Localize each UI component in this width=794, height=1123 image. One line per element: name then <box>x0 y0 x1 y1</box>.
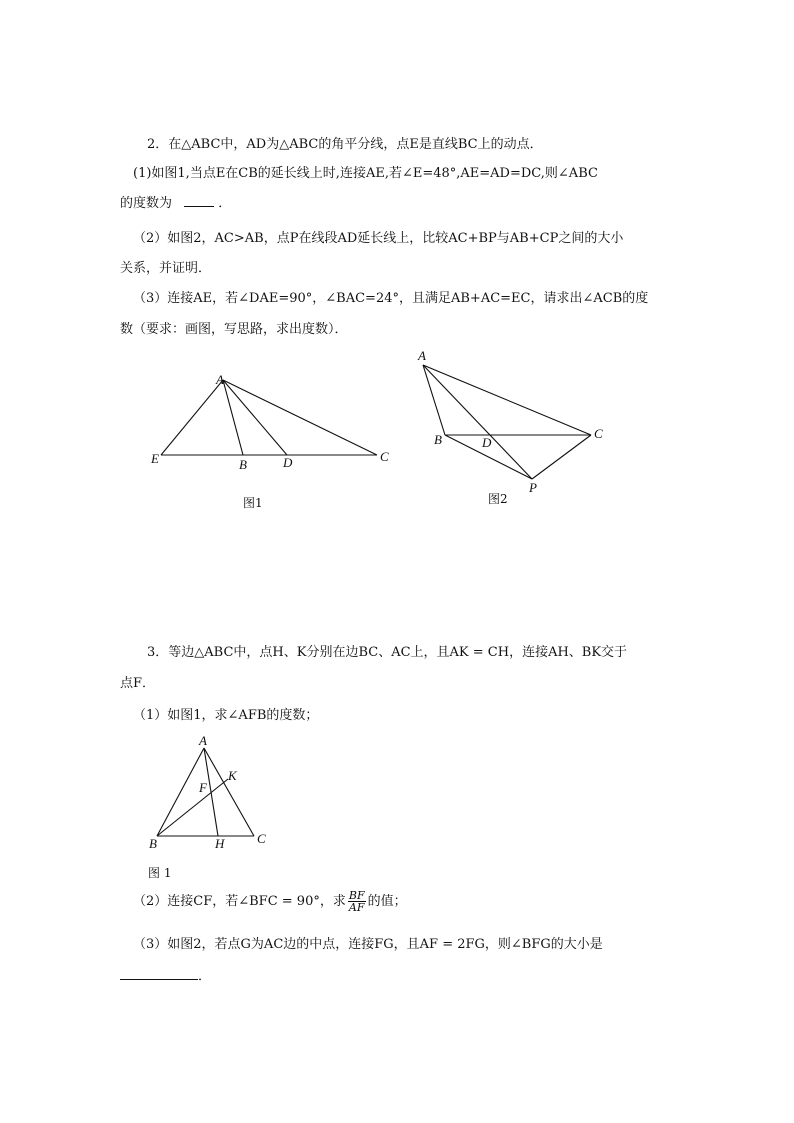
segment-AB <box>423 365 445 435</box>
p2-figure-1 <box>140 365 400 480</box>
p3-stem-line2: 点F． <box>120 676 156 691</box>
p3-q3-line2 <box>120 968 211 985</box>
label-C: C <box>594 426 603 441</box>
p2-figure-2 <box>408 345 618 495</box>
segment-AC <box>423 365 591 435</box>
label-B: B <box>434 432 442 447</box>
p2-q2-line1: （2）如图2，AC>AB，点P在线段AD延长线上，比较AC+BP与AB+CP之间的大小 <box>133 231 624 246</box>
p3-q2 <box>133 890 407 913</box>
label-D: D <box>482 435 492 450</box>
label-K: K <box>228 768 237 783</box>
segment-CP <box>532 435 591 479</box>
label-C: C <box>380 449 389 464</box>
p3-q3-end: ． <box>198 969 212 984</box>
p3-q2-fraction <box>348 890 366 913</box>
p3-q2-text: （2）连接CF，若∠BFC = 90°，求 <box>133 894 346 909</box>
p2-figure-2-caption: 图2 <box>488 492 508 506</box>
label-F: F <box>199 780 207 795</box>
label-B: B <box>239 457 247 472</box>
p3-q2-tail: 的值； <box>367 894 407 909</box>
segment-AP <box>423 365 532 479</box>
p2-q2-line2: 关系，并证明． <box>120 261 212 276</box>
p3-stem-line1: 3．等边△ABC中，点H、K分别在边BC、AC上，且AK = CH，连接AH、BK交于 <box>147 645 628 660</box>
p2-stem: 2．在△ABC中，AD为△ABC的角平分线，点E是直线BC上的动点． <box>147 137 543 152</box>
segment-AB <box>157 748 204 836</box>
fraction-denominator: AF <box>348 901 365 914</box>
p2-q3-line2: 数（要求：画图，写思路，求出度数）． <box>120 322 348 337</box>
label-A: A <box>216 372 224 387</box>
p3-figure-1 <box>140 732 280 852</box>
label-P: P <box>529 480 537 495</box>
p2-q1-end: ． <box>218 196 232 211</box>
segment-AE <box>161 380 223 455</box>
fraction-numerator: BF <box>348 889 365 902</box>
label-A: A <box>199 733 207 748</box>
p2-q3-line1: （3）连接AE，若∠DAE=90°，∠BAC=24°，且满足AB+AC=EC，请求出∠ACB的度 <box>133 291 649 306</box>
p2-q1-line2 <box>120 195 231 212</box>
p3-q3-line1: （3）如图2，若点G为AC边的中点，连接FG，且AF = 2FG，则∠BFG的大小是 <box>133 937 603 952</box>
p2-q1-line1: (1)如图1,当点E在CB的延长线上时,连接AE,若∠E=48°,AE=AD=DC,则∠ABC <box>133 166 598 181</box>
label-C: C <box>257 831 266 846</box>
p3-q1: （1）如图1，求∠AFB的度数； <box>133 708 319 723</box>
p3-figure-1-caption: 图 1 <box>148 866 172 880</box>
label-A: A <box>418 348 426 363</box>
label-E: E <box>151 451 159 466</box>
p2-q1-answer-blank <box>184 195 214 207</box>
label-H: H <box>215 836 225 851</box>
p3-q3-answer-blank <box>120 968 198 980</box>
segment-BK <box>157 779 228 836</box>
label-D: D <box>283 455 293 470</box>
p2-figure-1-caption: 图1 <box>243 496 263 510</box>
p2-q1-text: 的度数为 <box>120 196 173 211</box>
segment-AC <box>223 380 377 455</box>
label-B: B <box>149 836 157 851</box>
